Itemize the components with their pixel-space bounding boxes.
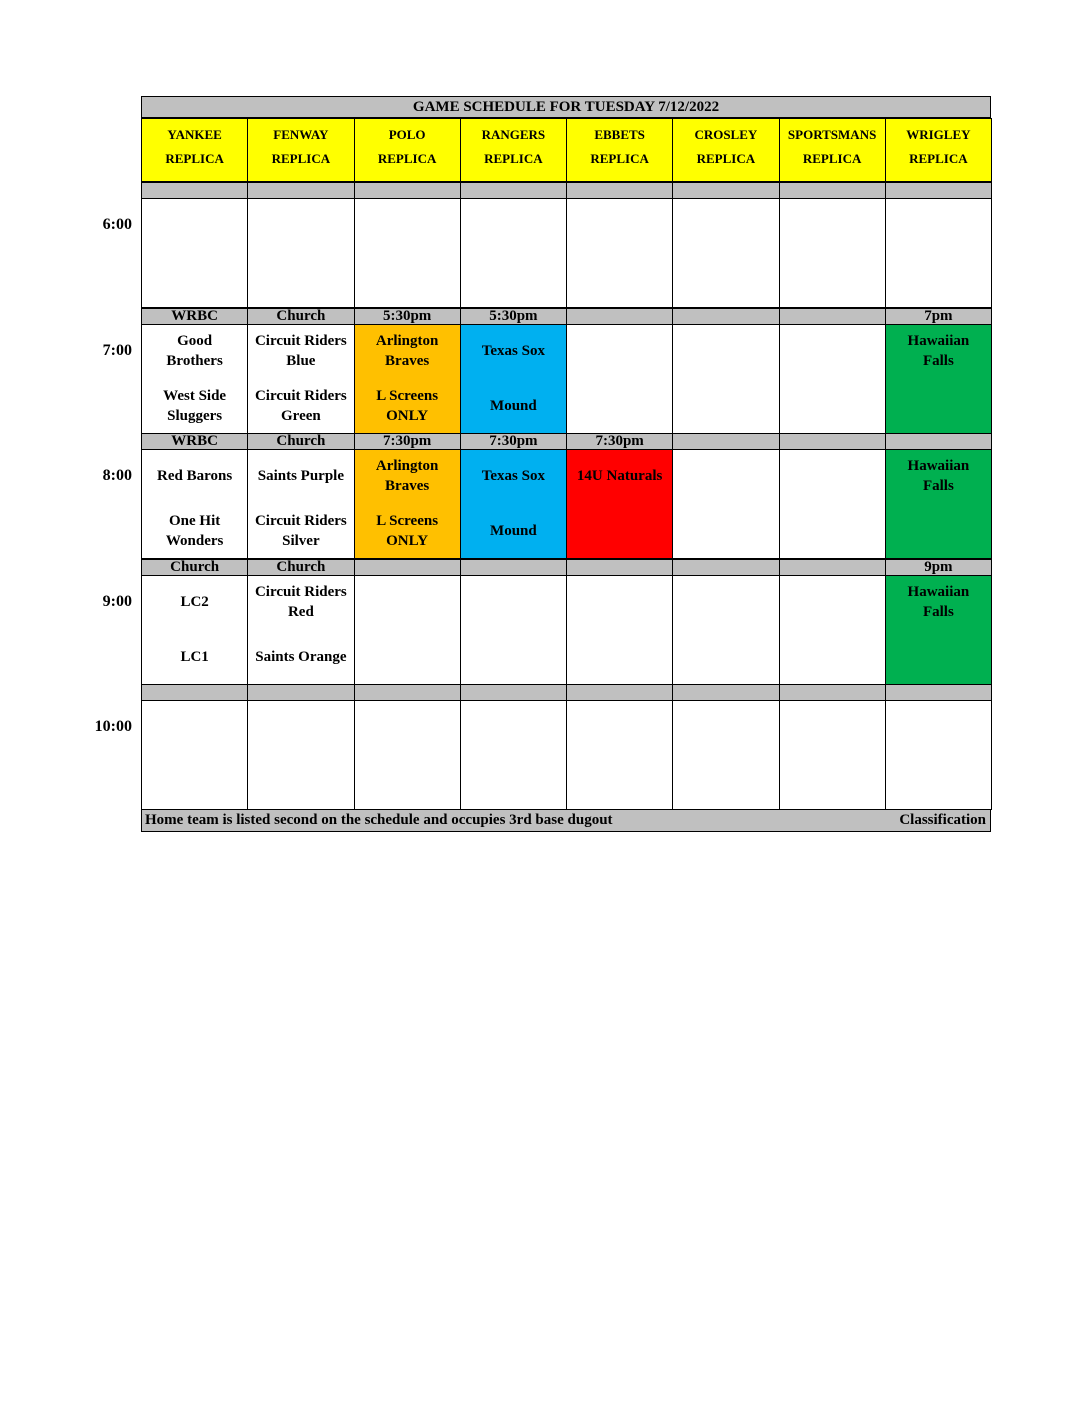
- game-slot: [566, 198, 673, 308]
- game-slot: [566, 324, 673, 434]
- field-header-wrigley: [885, 118, 992, 182]
- field-name: CROSLEY: [694, 127, 758, 142]
- field-name: YANKEE: [167, 127, 222, 142]
- field-name: WRIGLEY: [906, 127, 971, 142]
- team-top: Circuit Riders Red: [254, 583, 347, 620]
- slot-bar: Church: [141, 559, 248, 576]
- slot-bar: [672, 182, 779, 199]
- slot-bar: 5:30pm: [460, 308, 567, 325]
- time-label: 8:00: [102, 467, 132, 484]
- field-name: POLO: [388, 127, 426, 142]
- game-slot: [247, 449, 354, 559]
- slot-bar: Church: [247, 433, 354, 450]
- field-subtitle: REPLICA: [271, 151, 331, 166]
- game-slot: [672, 449, 779, 559]
- game-slot: [779, 198, 886, 308]
- field-name: SPORTSMANS: [787, 127, 877, 142]
- game-slot: [885, 324, 992, 434]
- slot-bar: [779, 559, 886, 576]
- slot-bar: [141, 684, 248, 701]
- game-slot: [354, 700, 461, 810]
- game-slot: [460, 324, 567, 434]
- field-subtitle: REPLICA: [802, 151, 862, 166]
- game-slot: [779, 700, 886, 810]
- field-subtitle: REPLICA: [484, 151, 543, 166]
- field-header-fenway: [247, 118, 354, 182]
- slot-bar: [141, 182, 248, 199]
- game-slot: [885, 700, 992, 810]
- team-bottom: West Side Sluggers: [163, 387, 227, 424]
- slot-bar: [672, 559, 779, 576]
- team-bottom: L Screens ONLY: [376, 513, 439, 549]
- field-header-sportsmans: [779, 118, 886, 182]
- game-slot: [247, 324, 354, 434]
- game-slot: [141, 575, 248, 685]
- game-slot: [460, 575, 567, 685]
- game-slot: [885, 198, 992, 308]
- game-slot: [247, 575, 354, 685]
- slot-bar: [779, 182, 886, 199]
- field-name: EBBETS: [594, 127, 645, 142]
- slot-bar: Church: [247, 308, 354, 325]
- game-slot: [141, 449, 248, 559]
- slot-bar: 7:30pm: [460, 433, 567, 450]
- field-subtitle: REPLICA: [377, 151, 437, 166]
- team-top: Texas Sox: [481, 468, 545, 484]
- team-top: LC2: [180, 593, 209, 610]
- slot-bar: [460, 182, 567, 199]
- game-slot: [672, 324, 779, 434]
- schedule-title: GAME SCHEDULE FOR TUESDAY 7/12/2022: [141, 96, 991, 118]
- slot-bar: Church: [247, 559, 354, 576]
- game-slot: [354, 449, 461, 559]
- field-header-yankee: [141, 118, 248, 182]
- game-slot: [566, 449, 673, 559]
- field-header-rangers: [460, 118, 567, 182]
- game-slot: [779, 324, 886, 434]
- time-label: 10:00: [94, 718, 132, 735]
- game-slot: [566, 700, 673, 810]
- slot-bar: 7:30pm: [354, 433, 461, 450]
- game-slot: [460, 449, 567, 559]
- game-slot: [354, 575, 461, 685]
- game-slot: [354, 324, 461, 434]
- slot-bar: [354, 559, 461, 576]
- game-slot: [141, 324, 248, 434]
- field-subtitle: REPLICA: [909, 151, 968, 166]
- game-slot: [672, 700, 779, 810]
- slot-bar: [779, 684, 886, 701]
- team-top: Texas Sox: [481, 342, 545, 359]
- game-slot: [141, 198, 248, 308]
- field-name: FENWAY: [273, 127, 329, 142]
- slot-bar: [885, 433, 992, 450]
- slot-bar: 7pm: [885, 308, 992, 325]
- team-top: Saints Purple: [257, 468, 344, 484]
- game-slot: [247, 198, 354, 308]
- slot-bar: 9pm: [885, 559, 992, 576]
- game-slot: [141, 700, 248, 810]
- game-slot: [779, 449, 886, 559]
- game-slot: [885, 449, 992, 559]
- slot-bar: [885, 684, 992, 701]
- game-slot: [779, 575, 886, 685]
- footer-note: Home team is listed second on the schedule and occupies 3rd base dugout: [145, 812, 613, 828]
- schedule-footer: [141, 809, 991, 832]
- slot-bar: 7:30pm: [566, 433, 673, 450]
- team-bottom: Circuit Riders Green: [254, 387, 347, 424]
- field-subtitle: REPLICA: [696, 151, 756, 166]
- field-subtitle: REPLICA: [165, 151, 224, 166]
- slot-bar: [354, 182, 461, 199]
- game-slot: [460, 198, 567, 308]
- game-slot: [247, 700, 354, 810]
- game-slot: [354, 198, 461, 308]
- team-bottom: L Screens ONLY: [376, 387, 439, 424]
- team-bottom: Mound: [490, 397, 537, 414]
- slot-bar: [566, 182, 673, 199]
- team-top: Arlington Braves: [375, 332, 439, 369]
- team-bottom: LC1: [180, 648, 209, 665]
- slot-bar: [460, 559, 567, 576]
- team-bottom: Mound: [490, 523, 537, 539]
- game-slot: [885, 575, 992, 685]
- team-top: Hawaiian Falls: [907, 332, 970, 369]
- field-header-polo: [354, 118, 461, 182]
- game-slot: [672, 575, 779, 685]
- slot-bar: [779, 433, 886, 450]
- slot-bar: [247, 684, 354, 701]
- team-bottom: One Hit Wonders: [165, 513, 224, 549]
- slot-bar: WRBC: [141, 433, 248, 450]
- slot-bar: [247, 182, 354, 199]
- slot-bar: [566, 684, 673, 701]
- slot-bar: [460, 684, 567, 701]
- game-slot: [672, 198, 779, 308]
- team-bottom: Circuit Riders Silver: [254, 513, 347, 549]
- slot-bar: [885, 182, 992, 199]
- team-top: Good Brothers: [166, 332, 223, 369]
- team-top: Hawaiian Falls: [907, 583, 970, 620]
- time-label: 6:00: [102, 216, 132, 233]
- field-name: RANGERS: [481, 127, 546, 142]
- field-header-crosley: [672, 118, 779, 182]
- slot-bar: [566, 308, 673, 325]
- game-slot: [460, 700, 567, 810]
- team-top: 14U Naturals: [576, 468, 663, 484]
- slot-bar: [354, 684, 461, 701]
- field-subtitle: REPLICA: [590, 151, 649, 166]
- team-top: Arlington Braves: [375, 458, 439, 494]
- team-top: Hawaiian Falls: [907, 458, 970, 494]
- game-slot: [566, 575, 673, 685]
- slot-bar: 5:30pm: [354, 308, 461, 325]
- time-label: 7:00: [102, 341, 132, 359]
- slot-bar: [672, 433, 779, 450]
- slot-bar: [672, 308, 779, 325]
- slot-bar: [779, 308, 886, 325]
- slot-bar: [566, 559, 673, 576]
- footer-classification: Classification: [899, 812, 986, 828]
- slot-bar: WRBC: [141, 308, 248, 325]
- time-label: 9:00: [102, 592, 132, 610]
- team-bottom: Saints Orange: [255, 648, 347, 665]
- team-top: Circuit Riders Blue: [254, 332, 347, 369]
- team-top: Red Barons: [157, 468, 233, 484]
- slot-bar: [672, 684, 779, 701]
- field-header-ebbets: [566, 118, 673, 182]
